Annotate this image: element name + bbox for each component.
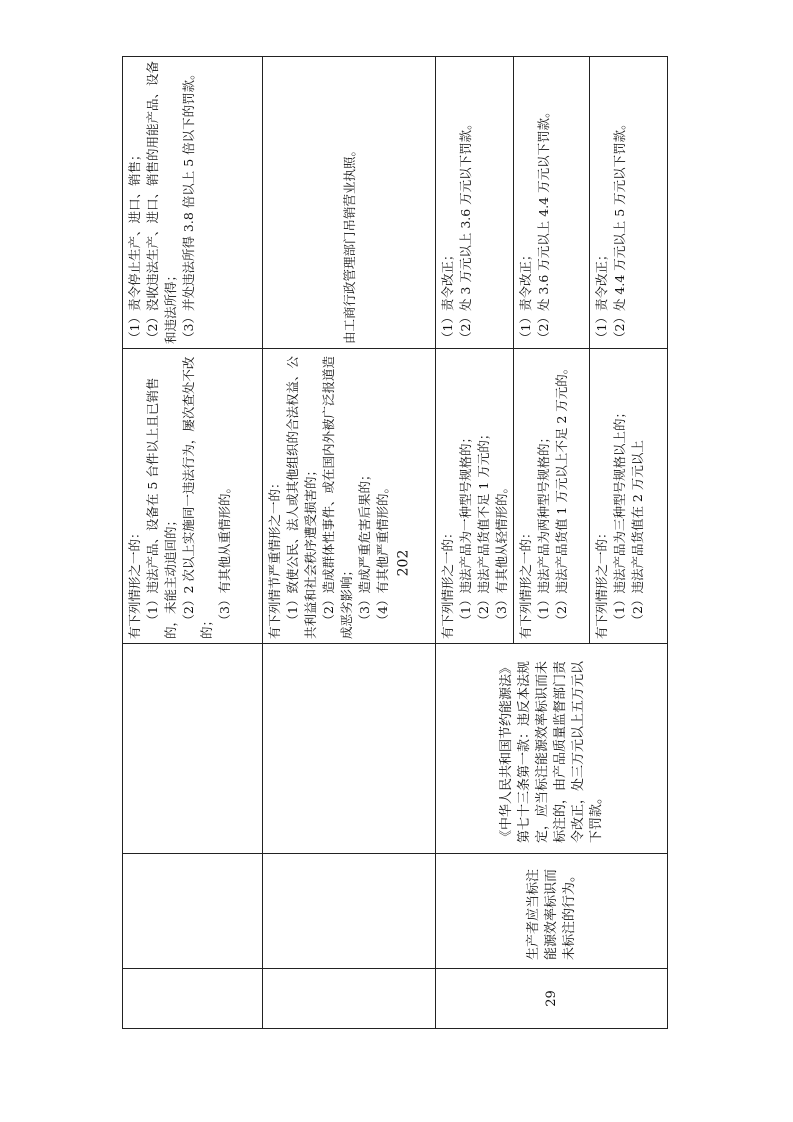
- penalty-cell: [123, 57, 263, 349]
- condition-item: （1）违法产品、设备在 5 台件以上且已销售的，未能主动追回的；: [145, 377, 178, 639]
- condition-item: （2）造成群体性事件、或在国内外被广泛报道造成恶劣影响；: [321, 356, 354, 639]
- penalty-cell: [514, 57, 590, 349]
- condition-item: （1）致使公民、法人或其他组织的合法权益、公共利益和社会秩序遭受损害的；: [285, 356, 318, 639]
- number-cell-empty: [123, 969, 263, 1029]
- condition-head: 有下列情节严重情形之一的：: [267, 476, 282, 639]
- table-row: [263, 57, 436, 1029]
- condition-head: 有下列情形之一的：: [440, 526, 455, 639]
- penalty-item: （1）责令停止生产、进口、销售；: [127, 148, 142, 344]
- law-cell-empty: [123, 644, 263, 854]
- penalty-cell: [436, 57, 514, 349]
- condition-item: （3）有其他从重情形的。: [217, 481, 232, 627]
- law-cell-empty: [263, 644, 436, 854]
- legal-basis: 《中华人民共和国节约能源法》第七十三条第一款：违反本法规定，应当标注能源效率标识而未标注的，由产品质量监督部门责令改正，处三万元以上五万元以下罚款。: [436, 644, 668, 854]
- condition-item: （4）有其他严重情形的。: [375, 481, 390, 627]
- condition-item: （2）违法产品货值 1 万元以上不足 2 万元的。: [554, 361, 569, 627]
- condition-head: 有下列情形之一的：: [127, 526, 142, 639]
- penalty-item: （1）责令改正；: [440, 248, 455, 344]
- condition-item: （2）2 次以上实施同一违法行为，屡次查处不改的；: [181, 356, 214, 639]
- condition-item: （1）违法产品为三种型号规格以上的；: [612, 406, 627, 627]
- penalty-item: （2）处 4.4 万元以上 5 万元以下罚款。: [612, 117, 627, 344]
- condition-cell: [436, 349, 514, 644]
- penalty-cell: [590, 57, 668, 349]
- penalty-standards-table: [122, 56, 668, 1029]
- condition-item: （1）违法产品为一种型号规格的；: [458, 431, 473, 627]
- condition-cell: [514, 349, 590, 644]
- act-cell-empty: [123, 854, 263, 969]
- penalty-item: （2）处 3.6 万元以上 4.4 万元以下罚款。: [536, 105, 551, 344]
- table-row: [123, 57, 263, 1029]
- number-cell-empty: [263, 969, 436, 1029]
- rotated-table-wrapper: [122, 57, 665, 1029]
- entry-number: 29: [436, 969, 668, 1029]
- condition-head: 有下列情形之一的：: [518, 526, 533, 639]
- act-cell-empty: [263, 854, 436, 969]
- penalty-item: 由工商行政管理部门吊销营业执照。: [341, 143, 357, 344]
- table-row: [436, 57, 514, 1029]
- illegal-act-description: 生产者应当标注能源效率标识而未标注的行为。: [436, 854, 668, 969]
- condition-cell: [263, 349, 436, 644]
- condition-item: （3）造成严重危害后果的；: [357, 468, 372, 627]
- condition-head: 有下列情形之一的：: [594, 526, 609, 639]
- condition-item: （2）违法产品货值在 2 万元以上: [630, 440, 645, 627]
- penalty-item: （2）处 3 万元以上 3.6 万元以下罚款。: [458, 117, 473, 344]
- condition-cell: [590, 349, 668, 644]
- condition-cell: [123, 349, 263, 644]
- penalty-item: （1）责令改正；: [518, 248, 533, 344]
- page-number: 202: [395, 549, 412, 577]
- condition-item: （1）违法产品为两种型号规格的；: [536, 431, 551, 627]
- penalty-item: （3）并处违法所得 3.8 倍以上 5 倍以下的罚款。: [181, 67, 196, 344]
- penalty-cell: [263, 57, 436, 349]
- penalty-item: （1）责令改正；: [594, 248, 609, 344]
- condition-item: （2）违法产品货值不足 1 万元的；: [476, 427, 491, 627]
- condition-item: （3）有其他从轻情形的。: [494, 481, 509, 627]
- penalty-item: （2）没收违法生产、进口、销售的用能产品、设备和违法所得；: [145, 61, 178, 344]
